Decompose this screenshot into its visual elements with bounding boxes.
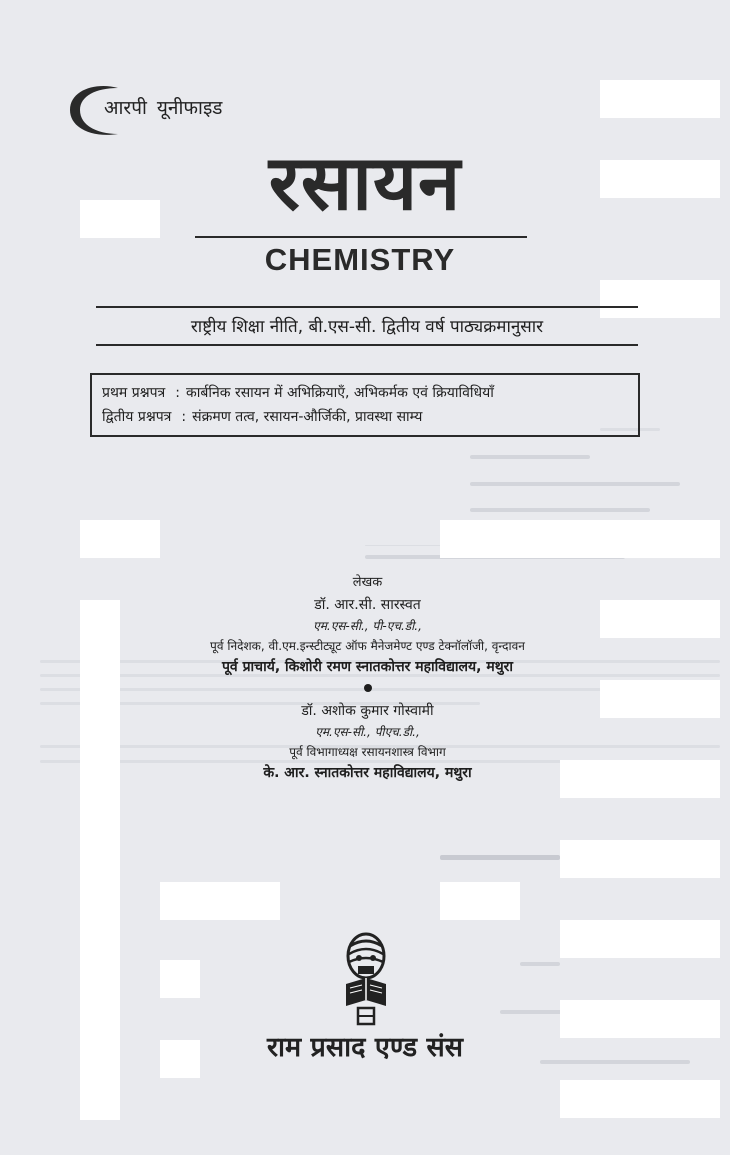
scan-patch bbox=[80, 200, 160, 238]
curriculum-top-rule bbox=[96, 306, 638, 308]
curriculum-bottom-rule bbox=[96, 344, 638, 346]
author-position: पूर्व निदेशक, वी.एम.इन्स्टीट्यूट ऑफ मैनेजमेण्ट एण्ड टेक्नॉलॉजी, वृन्दावन bbox=[210, 639, 525, 653]
author-degrees: एम.एस-सी., पीएच.डी., bbox=[315, 725, 420, 739]
author-position: पूर्व प्राचार्य, किशोरी रमण स्नातकोत्तर महाविद्यालय, मथुरा bbox=[221, 659, 513, 675]
scan-patch bbox=[560, 920, 720, 958]
scan-patch bbox=[80, 600, 120, 1120]
paper-topic: कार्बनिक रसायन में अभिक्रियाएँ, अभिकर्मक एवं क्रियाविधियाँ bbox=[186, 385, 494, 401]
paper-topic: संक्रमण तत्व, रसायन-और्जिकी, प्रावस्था साम्य bbox=[192, 409, 423, 425]
scan-patch bbox=[160, 1040, 200, 1078]
publisher-name: राम प्रसाद एण्ड संस bbox=[266, 1032, 464, 1063]
scan-patch bbox=[440, 520, 720, 558]
scan-patch bbox=[560, 840, 720, 878]
scan-patch bbox=[160, 882, 280, 920]
scan-patch bbox=[560, 1000, 720, 1038]
book-title-english: CHEMISTRY bbox=[264, 242, 456, 277]
bleed-through-text bbox=[440, 855, 560, 860]
scan-patch bbox=[600, 280, 720, 318]
curriculum-line: राष्ट्रीय शिक्षा नीति, बी.एस-सी. द्वितीय वर्ष पाठ्यक्रमानुसार bbox=[190, 317, 544, 337]
title-divider bbox=[195, 236, 527, 238]
scan-patch bbox=[440, 882, 520, 920]
bullet-icon bbox=[364, 684, 372, 692]
bleed-through-text bbox=[540, 1060, 690, 1064]
scan-patch bbox=[160, 960, 200, 998]
author-separator bbox=[150, 678, 585, 700]
scan-patch bbox=[600, 80, 720, 118]
author-position: पूर्व विभागाध्यक्ष रसायनशास्त्र विभाग bbox=[289, 745, 446, 759]
bleed-through-text bbox=[470, 455, 590, 459]
scan-patch bbox=[560, 1080, 720, 1118]
paper-label: द्वितीय प्रश्नपत्र bbox=[102, 409, 172, 425]
author-position: के. आर. स्नातकोत्तर महाविद्यालय, मथुरा bbox=[263, 765, 472, 781]
papers-box bbox=[90, 373, 640, 437]
paper-row bbox=[102, 405, 628, 429]
authors-block bbox=[150, 572, 585, 784]
bleed-through-text bbox=[470, 508, 650, 512]
scan-patch bbox=[600, 160, 720, 198]
brand-name-part1: आरपी bbox=[104, 97, 147, 119]
brand-name-part2: यूनीफाइड bbox=[156, 97, 223, 119]
author-name: डॉ. अशोक कुमार गोस्वामी bbox=[301, 703, 434, 719]
author-degrees: एम.एस-सी., पी-एच.डी., bbox=[313, 619, 422, 633]
bleed-through-text bbox=[470, 482, 680, 486]
paper-row bbox=[102, 381, 628, 405]
publisher-mascot-emblem bbox=[336, 928, 396, 1028]
scan-patch bbox=[600, 600, 720, 638]
paper-separator: : bbox=[181, 409, 187, 425]
authors-label: लेखक bbox=[352, 575, 383, 590]
author-name: डॉ. आर.सी. सारस्वत bbox=[314, 597, 421, 613]
brand-logo bbox=[66, 80, 306, 140]
brand-name bbox=[104, 94, 222, 120]
bleed-through-text bbox=[520, 962, 560, 966]
scan-patch bbox=[600, 680, 720, 718]
paper-label: प्रथम प्रश्नपत्र bbox=[102, 385, 166, 401]
book-title-hindi: रसायन bbox=[268, 138, 462, 227]
scan-patch bbox=[80, 520, 160, 558]
paper-separator: : bbox=[175, 385, 180, 401]
